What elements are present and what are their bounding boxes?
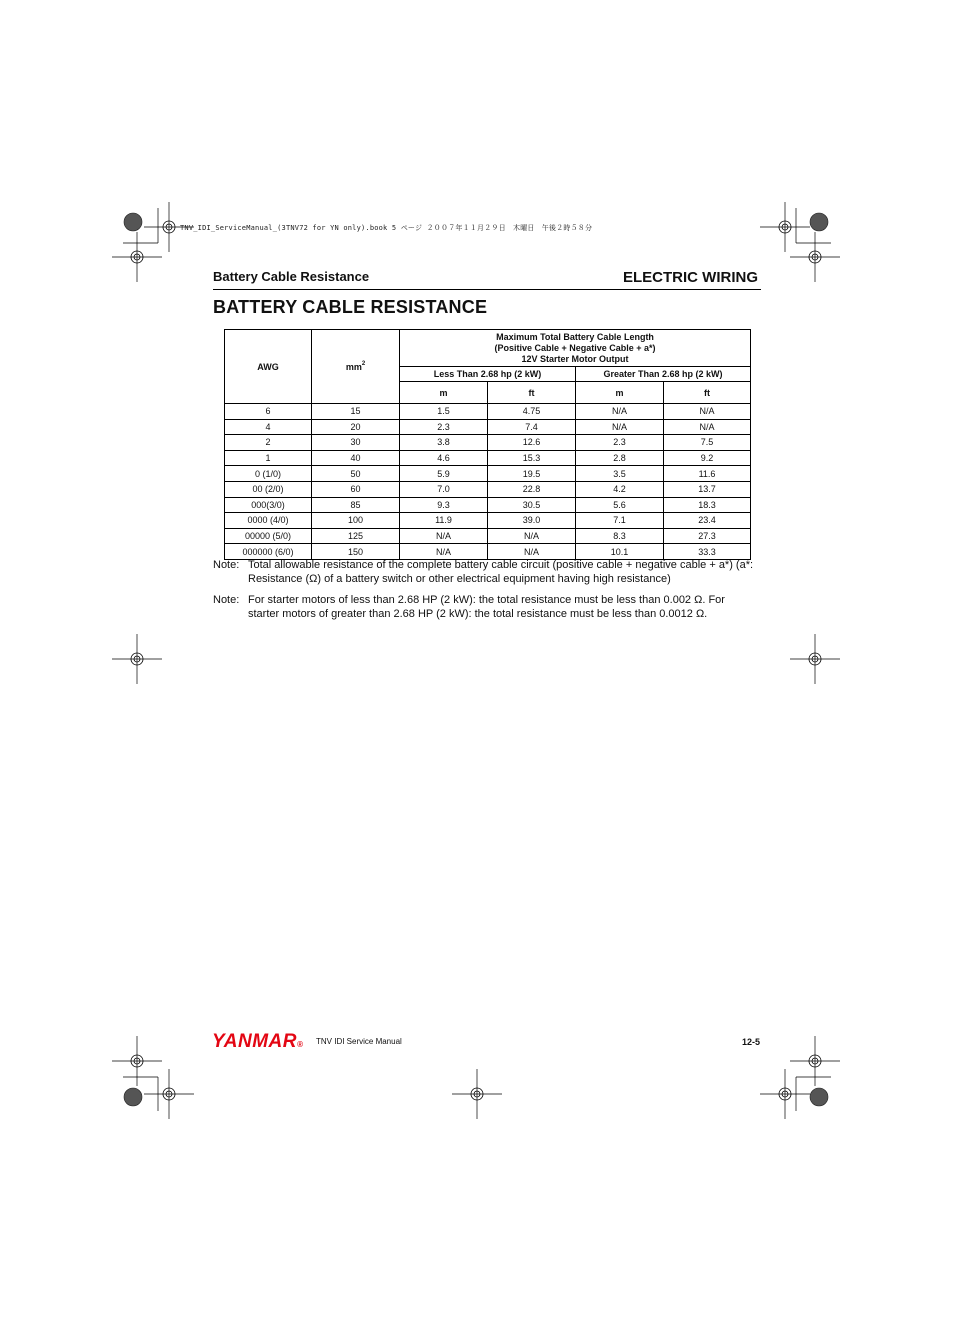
subheader-greater-than: Greater Than 2.68 hp (2 kW) <box>576 367 751 382</box>
chapter-header: ELECTRIC WIRING <box>623 269 758 286</box>
table-cell-mm2: 100 <box>312 513 400 529</box>
table-cell-awg: 00000 (5/0) <box>225 528 312 544</box>
table-cell-mm2: 125 <box>312 528 400 544</box>
note-2 <box>213 593 758 621</box>
table-cell-gt-ft: N/A <box>664 404 751 420</box>
table-cell-gt-m: 2.3 <box>576 435 664 451</box>
registration-disc <box>810 213 828 231</box>
unit-ft: ft <box>488 382 576 404</box>
table-cell-less-ft: 30.5 <box>488 497 576 513</box>
battery-cable-table <box>224 329 751 560</box>
note-text: Total allowable resistance of the complete battery cable circuit (positive cable + negative cable + a*) (a*: Resistance (Ω) of a battery switch or other electrical equipment having high resistance) <box>248 559 754 585</box>
table-cell-less-m: 7.0 <box>400 481 488 497</box>
table-cell-less-ft: 22.8 <box>488 481 576 497</box>
table-row <box>225 450 751 466</box>
table-cell-less-ft: 4.75 <box>488 404 576 420</box>
table-cell-gt-m: 2.8 <box>576 450 664 466</box>
table-cell-awg: 4 <box>225 419 312 435</box>
printer-info-line: TNV_IDI_ServiceManual_(3TNV72 for YN only).book 5 ページ ２００７年１１月２９日 木曜日 午後２時５８分 <box>180 224 593 232</box>
table-cell-less-ft: 19.5 <box>488 466 576 482</box>
unit-m: m <box>576 382 664 404</box>
table-cell-gt-ft: 27.3 <box>664 528 751 544</box>
registration-disc <box>124 213 142 231</box>
table-cell-less-m: 9.3 <box>400 497 488 513</box>
table-row <box>225 466 751 482</box>
table-cell-gt-ft: 11.6 <box>664 466 751 482</box>
col-header-mm2: $mm^2$ <box>312 330 400 404</box>
table-cell-gt-ft: 9.2 <box>664 450 751 466</box>
table-cell-less-m: N/A <box>400 544 488 560</box>
table-cell-gt-m: N/A <box>576 419 664 435</box>
unit-m: m <box>400 382 488 404</box>
table-cell-less-m: 2.3 <box>400 419 488 435</box>
table-cell-gt-m: N/A <box>576 404 664 420</box>
page-title: BATTERY CABLE RESISTANCE <box>213 297 488 317</box>
page-number: 12-5 <box>741 1037 760 1047</box>
table-cell-gt-ft: 7.5 <box>664 435 751 451</box>
table-cell-mm2: 15 <box>312 404 400 420</box>
table-cell-less-m: 5.9 <box>400 466 488 482</box>
table-cell-mm2: 150 <box>312 544 400 560</box>
registration-disc <box>124 1088 142 1106</box>
table-cell-less-ft: 39.0 <box>488 513 576 529</box>
registration-disc <box>810 1088 828 1106</box>
col-header-awg: AWG <box>225 330 312 404</box>
table-row <box>225 528 751 544</box>
table-cell-awg: 6 <box>225 404 312 420</box>
table-cell-less-m: 1.5 <box>400 404 488 420</box>
table-cell-awg: 0000 (4/0) <box>225 513 312 529</box>
table-cell-less-ft: N/A <box>488 528 576 544</box>
table-cell-mm2: 50 <box>312 466 400 482</box>
table-cell-less-ft: 15.3 <box>488 450 576 466</box>
table-row <box>225 497 751 513</box>
table-cell-gt-ft: 33.3 <box>664 544 751 560</box>
table-cell-gt-m: 8.3 <box>576 528 664 544</box>
note-label: Note: <box>213 559 240 571</box>
table-cell-less-m: N/A <box>400 528 488 544</box>
table-cell-mm2: 30 <box>312 435 400 451</box>
table-cell-mm2: 40 <box>312 450 400 466</box>
note-1 <box>213 558 758 586</box>
table-cell-gt-ft: N/A <box>664 419 751 435</box>
table-row <box>225 481 751 497</box>
table-row <box>225 419 751 435</box>
yanmar-logo: YANMAR® <box>212 1031 304 1052</box>
table-cell-gt-ft: 23.4 <box>664 513 751 529</box>
subheader-less-than: Less Than 2.68 hp (2 kW) <box>400 367 576 382</box>
table-cell-less-m: 4.6 <box>400 450 488 466</box>
table-row <box>225 435 751 451</box>
table-cell-mm2: 20 <box>312 419 400 435</box>
table-cell-gt-m: 10.1 <box>576 544 664 560</box>
section-header: Battery Cable Resistance <box>213 269 370 284</box>
table-cell-less-ft: 7.4 <box>488 419 576 435</box>
header-divider <box>213 289 761 290</box>
table-cell-gt-ft: 13.7 <box>664 481 751 497</box>
table-cell-gt-m: 3.5 <box>576 466 664 482</box>
table-cell-less-ft: 12.6 <box>488 435 576 451</box>
table-cell-gt-m: 7.1 <box>576 513 664 529</box>
table-cell-awg: 00 (2/0) <box>225 481 312 497</box>
table-row <box>225 404 751 420</box>
table-cell-gt-ft: 18.3 <box>664 497 751 513</box>
table-cell-gt-m: 4.2 <box>576 481 664 497</box>
table-row <box>225 513 751 529</box>
table-cell-mm2: 85 <box>312 497 400 513</box>
footer-manual-title: TNV IDI Service Manual <box>316 1037 402 1046</box>
table-cell-less-ft: N/A <box>488 544 576 560</box>
col-group-header: Maximum Total Battery Cable Length (Positive Cable + Negative Cable + a*) 12V Starter Motor Output <box>400 330 751 367</box>
table-cell-awg: 0 (1/0) <box>225 466 312 482</box>
table-cell-awg: 1 <box>225 450 312 466</box>
table-cell-awg: 2 <box>225 435 312 451</box>
note-label: Note: <box>213 594 240 606</box>
note-text: For starter motors of less than 2.68 HP (2 kW): the total resistance must be less than 0.002 Ω. For starter motors of greater than 2.68 HP (2 kW): the total resistance must be less than 0.0012 Ω. <box>248 594 725 620</box>
table-cell-mm2: 60 <box>312 481 400 497</box>
table-cell-awg: 000000 (6/0) <box>225 544 312 560</box>
unit-ft: ft <box>664 382 751 404</box>
table-cell-gt-m: 5.6 <box>576 497 664 513</box>
table-cell-awg: 000(3/0) <box>225 497 312 513</box>
table-cell-less-m: 11.9 <box>400 513 488 529</box>
table-cell-less-m: 3.8 <box>400 435 488 451</box>
